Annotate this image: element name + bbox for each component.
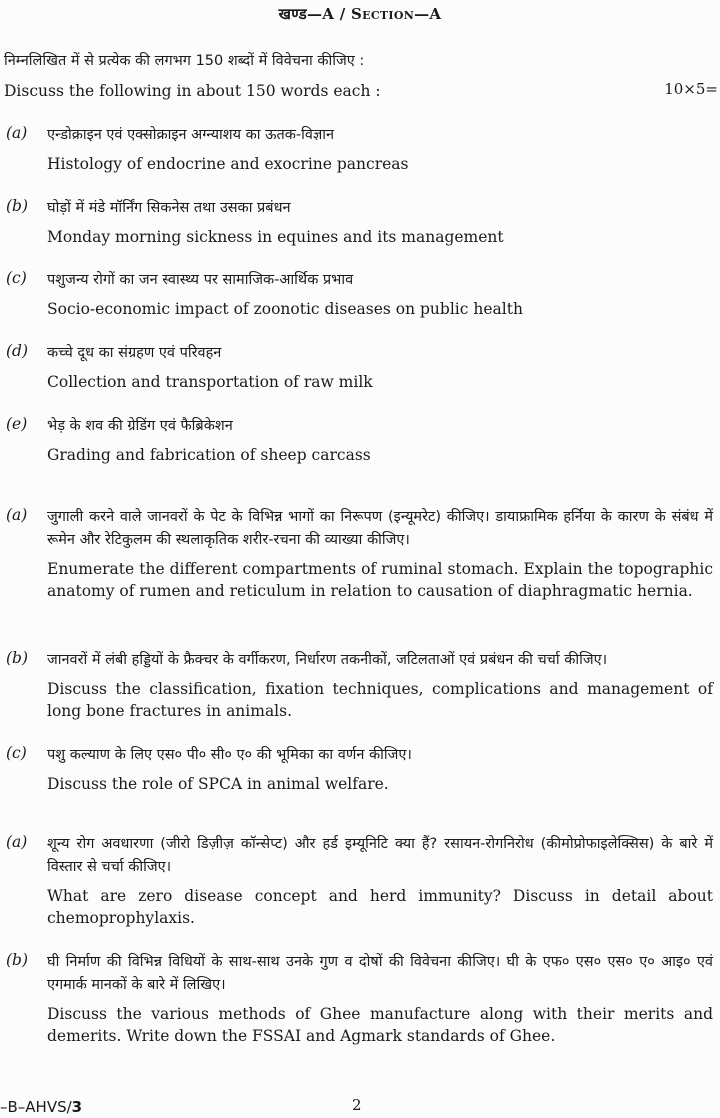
question-hindi: एन्डोक्राइन एवं एक्सोक्राइन अग्न्याशय का ऊतक-विज्ञान [47, 127, 335, 143]
question-item [4, 124, 716, 175]
question-label: (a) [6, 833, 28, 851]
instruction-hindi: निम्नलिखित में से प्रत्येक की लगभग 150 शब्दों में विवेचना कीजिए : [4, 53, 365, 69]
page-number: 2 [352, 1096, 362, 1114]
question-item [4, 415, 716, 466]
question-english: Monday morning sickness in equines and its management [47, 228, 504, 246]
question-english: What are zero disease concept and herd immunity? Discuss in detail about chemoprophylaxis. [47, 887, 713, 927]
question-english: Histology of endocrine and exocrine pancreas [47, 155, 409, 173]
question-item [4, 342, 716, 393]
question-label: (b) [6, 649, 29, 667]
question-hindi: कच्चे दूध का संग्रहण एवं परिवहन [47, 345, 222, 361]
question-item [4, 649, 716, 722]
section-header-english: Section [351, 5, 415, 23]
question-hindi: पशुजन्य रोगों का जन स्वास्थ्य पर सामाजिक-आर्थिक प्रभाव [47, 272, 354, 288]
question-hindi: घोड़ों में मंडे मॉर्निंग सिकनेस तथा उसका प्रबंधन [47, 200, 291, 216]
question-item [4, 269, 716, 320]
question-item [4, 833, 716, 929]
section-header-separator: / [334, 5, 352, 23]
question-label: (e) [6, 415, 28, 433]
question-label: (a) [6, 124, 28, 142]
paper-code-prefix: –B–AHVS/ [0, 1098, 72, 1116]
question-english: Collection and transportation of raw milk [47, 373, 373, 391]
question-english: Grading and fabrication of sheep carcass [47, 446, 371, 464]
question-english: Discuss the classification, fixation techniques, complications and management of long bone fractures in animals. [47, 680, 713, 720]
question-label: (b) [6, 197, 29, 215]
question-english: Discuss the various methods of Ghee manufacture along with their merits and demerits. Write down the FSSAI and Agmark standards of Ghee. [47, 1005, 713, 1045]
question-hindi: जानवरों में लंबी हड्डियों के फ्रैक्चर के वर्गीकरण, निर्धारण तकनीकों, जटिलताओं एवं प्रबंधन की चर्चा कीजिए। [47, 652, 608, 668]
marks-allocation: 10×5= [664, 80, 718, 98]
question-label: (a) [6, 506, 28, 524]
question-item [4, 951, 716, 1047]
question-english: Enumerate the different compartments of ruminal stomach. Explain the topographic anatomy of rumen and reticulum in relation to causation of diaphragmatic hernia. [47, 560, 713, 600]
question-english: Discuss the role of SPCA in animal welfare. [47, 775, 389, 793]
question-hindi: शून्य रोग अवधारणा (जीरो डिज़ीज़ कॉन्सेप्ट) और हर्ड इम्यूनिटि क्या हैं? रसायन-रोगनिरोध (कीमोप्रोफाइलेक्सिस) के बारे में विस्तार से चर्चा कीजिए। [47, 836, 713, 875]
section-header [0, 4, 720, 24]
paper-code-suffix: 3 [71, 1098, 83, 1116]
instruction-english: Discuss the following in about 150 words each : [4, 82, 381, 100]
question-item [4, 197, 716, 248]
question-hindi: जुगाली करने वाले जानवरों के पेट के विभिन्न भागों का निरूपण (इन्यूमरेट) कीजिए। डायाफ्रामिक हर्निया के कारण के संबंध में रूमेन और रेटिकुलम की स्थलाकृतिक शरीर-रचना की व्याख्या कीजिए। [47, 509, 713, 548]
paper-code [0, 1098, 82, 1116]
question-label: (d) [6, 342, 29, 360]
question-label: (c) [6, 744, 27, 762]
section-header-hindi: खण्ड—A [278, 5, 335, 23]
question-english: Socio-economic impact of zoonotic diseases on public health [47, 300, 523, 318]
question-label: (c) [6, 269, 27, 287]
section-header-suffix: —A [414, 5, 442, 23]
question-hindi: पशु कल्याण के लिए एस० पी० सी० ए० की भूमिका का वर्णन कीजिए। [47, 747, 412, 763]
question-hindi: घी निर्माण की विभिन्न विधियों के साथ-साथ उनके गुण व दोषों की विवेचना कीजिए। घी के एफ० एस० एस० ए० आइ० एवं एगमार्क मानकों के बारे में लिखिए। [47, 954, 713, 993]
question-label: (b) [6, 951, 29, 969]
question-item [4, 744, 716, 795]
question-hindi: भेड़ के शव की ग्रेडिंग एवं फैब्रिकेशन [47, 418, 233, 434]
question-item [4, 506, 716, 602]
